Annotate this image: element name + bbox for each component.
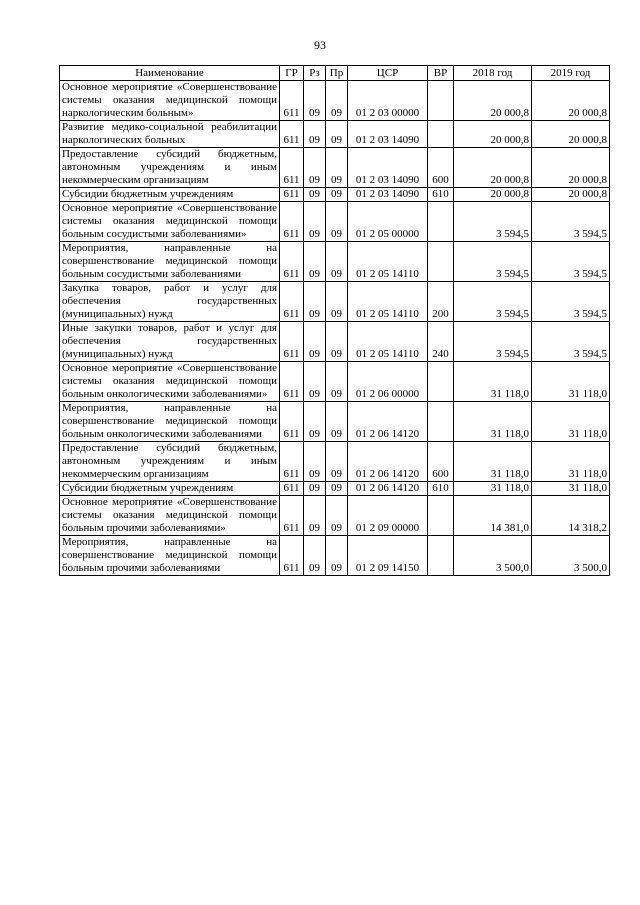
row-rz: 09 [304,188,326,202]
row-gr: 611 [280,121,304,148]
row-csr: 01 2 09 00000 [348,496,428,536]
row-rz: 09 [304,536,326,576]
table-row [60,402,610,442]
row-2018: 20 000,8 [454,81,532,121]
row-gr: 611 [280,148,304,188]
row-2018: 31 118,0 [454,442,532,482]
row-gr: 611 [280,442,304,482]
row-2019: 31 118,0 [532,442,610,482]
row-2019: 3 594,5 [532,282,610,322]
table-row [60,121,610,148]
row-rz: 09 [304,121,326,148]
row-name: Основное мероприятие «Совершенствование системы оказания медицинской помощи наркологическим больным» [60,81,280,121]
table-row [60,362,610,402]
row-2019: 3 594,5 [532,242,610,282]
row-pr: 09 [326,402,348,442]
table-row [60,242,610,282]
table-row [60,81,610,121]
row-name: Иные закупки товаров, работ и услуг для обеспечения государственных (муниципальных) нужд [60,322,280,362]
row-name: Мероприятия, направленные на совершенствование медицинской помощи больным прочими заболеваниями [60,536,280,576]
table-row [60,482,610,496]
table-header-row [60,66,610,81]
row-name: Развитие медико-социальной реабилитации наркологических больных [60,121,280,148]
row-vr: 200 [428,282,454,322]
row-csr: 01 2 03 14090 [348,188,428,202]
row-2019: 31 118,0 [532,362,610,402]
row-pr: 09 [326,81,348,121]
row-csr: 01 2 03 00000 [348,81,428,121]
row-gr: 611 [280,536,304,576]
row-2019: 20 000,8 [532,148,610,188]
row-gr: 611 [280,322,304,362]
row-vr [428,496,454,536]
row-pr: 09 [326,148,348,188]
row-2018: 31 118,0 [454,402,532,442]
row-gr: 611 [280,402,304,442]
row-vr: 240 [428,322,454,362]
row-name: Основное мероприятие «Совершенствование системы оказания медицинской помощи больным сосудистыми заболеваниями» [60,202,280,242]
row-gr: 611 [280,282,304,322]
row-gr: 611 [280,202,304,242]
row-gr: 611 [280,81,304,121]
row-gr: 611 [280,496,304,536]
row-csr: 01 2 06 14120 [348,442,428,482]
table-row [60,282,610,322]
row-2019: 31 118,0 [532,482,610,496]
row-rz: 09 [304,482,326,496]
row-name: Мероприятия, направленные на совершенствование медицинской помощи больным сосудистыми заболеваниями [60,242,280,282]
row-gr: 611 [280,482,304,496]
row-name: Субсидии бюджетным учреждениям [60,482,280,496]
row-rz: 09 [304,81,326,121]
row-vr: 610 [428,482,454,496]
row-rz: 09 [304,282,326,322]
row-vr [428,536,454,576]
row-2019: 20 000,8 [532,81,610,121]
row-csr: 01 2 06 00000 [348,362,428,402]
page-number: 93 [314,38,326,52]
row-rz: 09 [304,442,326,482]
row-2018: 14 381,0 [454,496,532,536]
row-2019: 3 594,5 [532,322,610,362]
row-pr: 09 [326,282,348,322]
row-2018: 3 594,5 [454,322,532,362]
row-pr: 09 [326,482,348,496]
header-2019: 2019 год [532,66,610,81]
row-rz: 09 [304,148,326,188]
row-csr: 01 2 05 14110 [348,282,428,322]
row-pr: 09 [326,121,348,148]
row-pr: 09 [326,362,348,402]
row-name: Закупка товаров, работ и услуг для обеспечения государственных (муниципальных) нужд [60,282,280,322]
row-pr: 09 [326,188,348,202]
row-2018: 31 118,0 [454,362,532,402]
row-vr [428,202,454,242]
row-pr: 09 [326,442,348,482]
row-vr [428,121,454,148]
row-2018: 3 594,5 [454,282,532,322]
row-2019: 14 318,2 [532,496,610,536]
row-2019: 3 500,0 [532,536,610,576]
row-vr [428,81,454,121]
row-vr [428,402,454,442]
row-2018: 31 118,0 [454,482,532,496]
header-csr: ЦСР [348,66,428,81]
row-2018: 20 000,8 [454,121,532,148]
header-2018: 2018 год [454,66,532,81]
row-rz: 09 [304,242,326,282]
row-gr: 611 [280,188,304,202]
row-name: Основное мероприятие «Совершенствование системы оказания медицинской помощи больным прочими заболеваниями» [60,496,280,536]
table-row [60,148,610,188]
row-csr: 01 2 09 14150 [348,536,428,576]
row-pr: 09 [326,242,348,282]
header-rz: Рз [304,66,326,81]
row-2018: 3 500,0 [454,536,532,576]
header-gr: ГР [280,66,304,81]
row-csr: 01 2 05 14110 [348,322,428,362]
row-pr: 09 [326,496,348,536]
row-2019: 20 000,8 [532,121,610,148]
row-2018: 20 000,8 [454,148,532,188]
row-rz: 09 [304,322,326,362]
row-name: Субсидии бюджетным учреждениям [60,188,280,202]
table-row [60,322,610,362]
row-vr [428,362,454,402]
row-pr: 09 [326,322,348,362]
row-name: Предоставление субсидий бюджетным, автономным учреждениям и иным некоммерческим организациям [60,442,280,482]
row-2018: 20 000,8 [454,188,532,202]
header-vr: ВР [428,66,454,81]
row-name: Основное мероприятие «Совершенствование системы оказания медицинской помощи больным онкологическими заболеваниями» [60,362,280,402]
row-vr: 600 [428,148,454,188]
row-csr: 01 2 06 14120 [348,402,428,442]
row-csr: 01 2 05 14110 [348,242,428,282]
header-pr: Пр [326,66,348,81]
row-vr: 610 [428,188,454,202]
row-csr: 01 2 03 14090 [348,121,428,148]
row-csr: 01 2 05 00000 [348,202,428,242]
row-rz: 09 [304,202,326,242]
table-row [60,536,610,576]
row-vr: 600 [428,442,454,482]
row-name: Мероприятия, направленные на совершенствование медицинской помощи больным онкологическими заболеваниями [60,402,280,442]
row-vr [428,242,454,282]
row-gr: 611 [280,242,304,282]
row-2019: 3 594,5 [532,202,610,242]
row-pr: 09 [326,202,348,242]
row-gr: 611 [280,362,304,402]
row-csr: 01 2 03 14090 [348,148,428,188]
table-row [60,442,610,482]
table-row [60,496,610,536]
row-2019: 20 000,8 [532,188,610,202]
header-name: Наименование [60,66,280,81]
budget-table [59,65,610,576]
row-2019: 31 118,0 [532,402,610,442]
row-rz: 09 [304,362,326,402]
table-row [60,202,610,242]
row-csr: 01 2 06 14120 [348,482,428,496]
row-2018: 3 594,5 [454,242,532,282]
row-2018: 3 594,5 [454,202,532,242]
row-rz: 09 [304,402,326,442]
table-row [60,188,610,202]
row-pr: 09 [326,536,348,576]
row-rz: 09 [304,496,326,536]
row-name: Предоставление субсидий бюджетным, автономным учреждениям и иным некоммерческим организациям [60,148,280,188]
